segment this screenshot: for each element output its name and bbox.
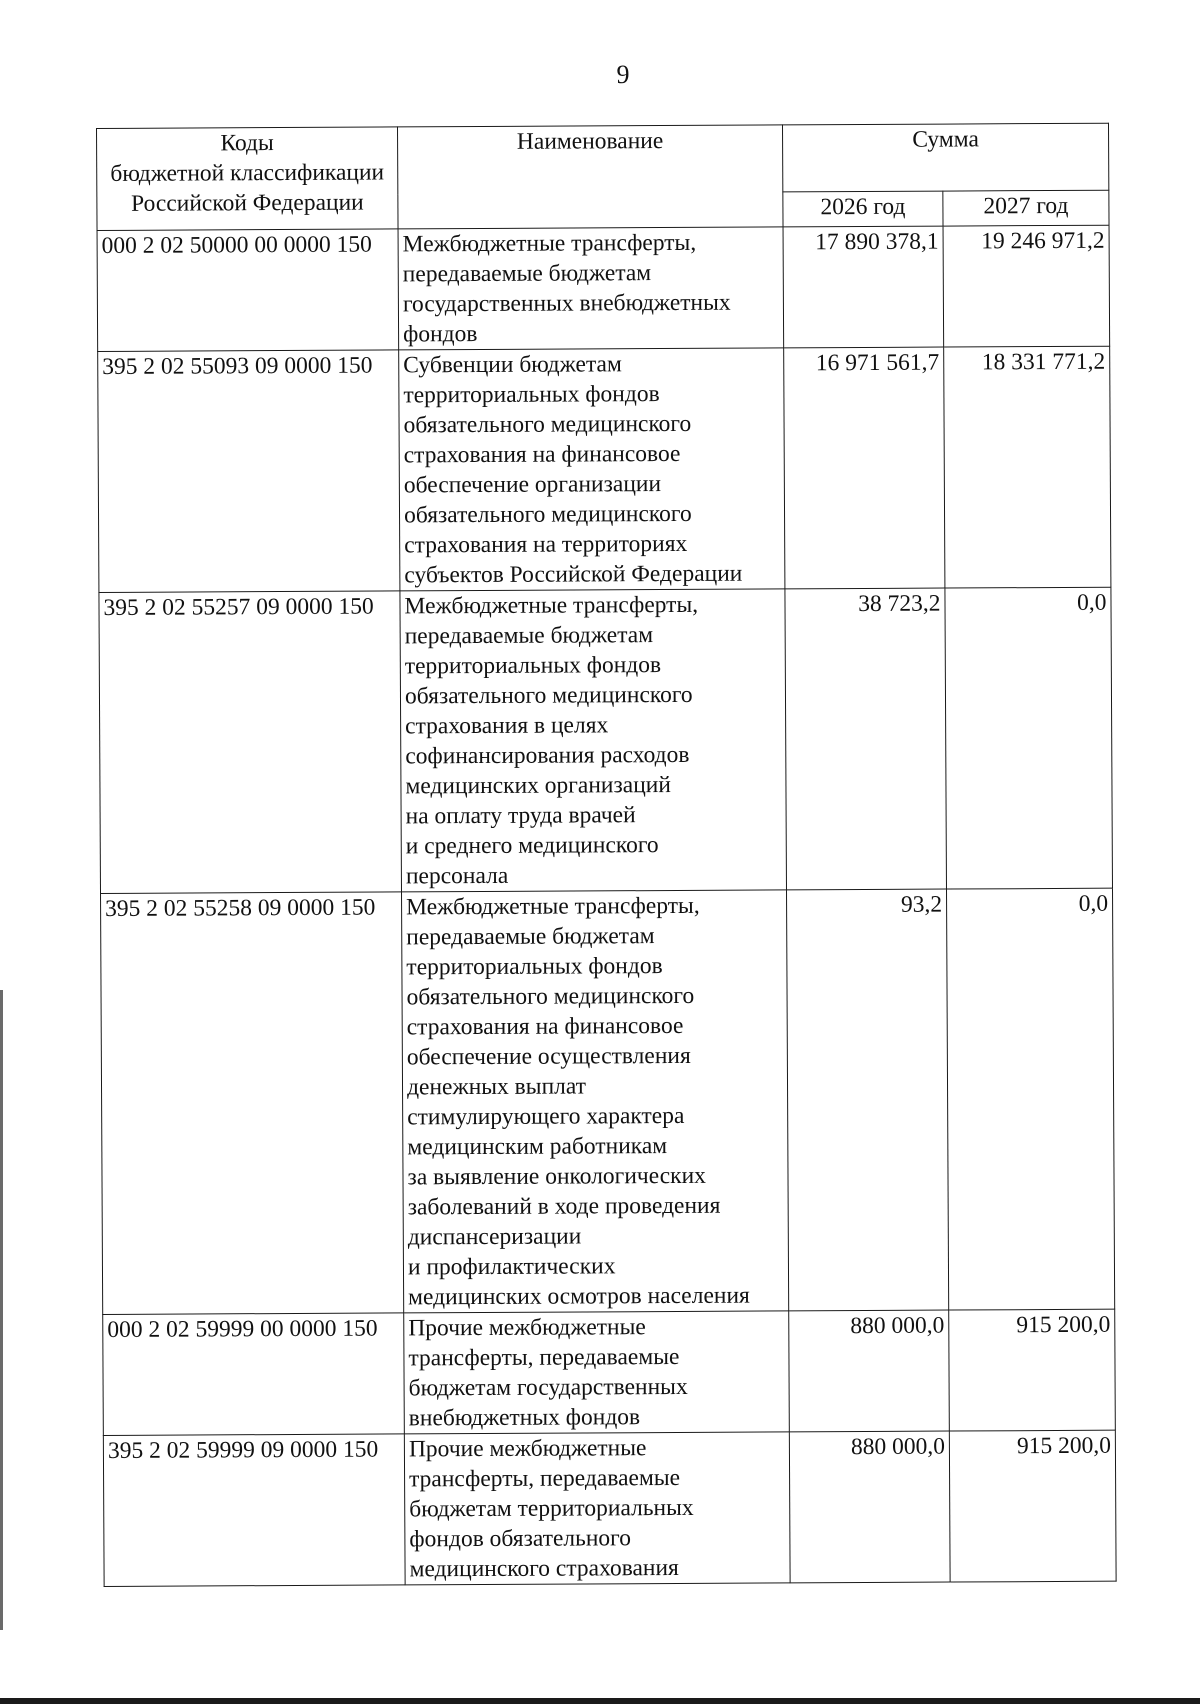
item-name-cell: [398, 227, 784, 350]
item-name-line: стимулирующего характера: [407, 1102, 685, 1131]
item-name-line: Прочие межбюджетные: [408, 1314, 646, 1342]
item-name-line: Межбюджетные трансферты,: [406, 892, 700, 921]
sum-2027-cell: 915 200,0: [949, 1430, 1116, 1582]
budget-code-cell: 395 2 02 55093 09 0000 150: [98, 350, 400, 593]
budget-sheet: [96, 123, 1116, 1587]
item-name-line: государственных внебюджетных: [402, 289, 731, 318]
item-name-line: трансферты, передаваемые: [408, 1343, 680, 1372]
header-year-2026: 2026 год: [783, 191, 943, 227]
sum-2027-cell: 19 246 971,2: [943, 225, 1110, 347]
item-name-line: субъектов Российской Федерации: [404, 560, 743, 589]
item-name-line: и профилактических: [407, 1253, 616, 1281]
header-code: [97, 127, 399, 231]
item-name-line: обеспечение осуществления: [406, 1042, 691, 1071]
item-name-line: страхования на территориях: [404, 530, 688, 559]
item-name-line: передаваемые бюджетам: [402, 260, 652, 288]
item-name-line: внебюджетных фондов: [408, 1404, 641, 1432]
item-name-line: бюджетам территориальных: [409, 1494, 694, 1523]
page-number: 9: [616, 60, 630, 89]
header-year-2027: 2027 год: [943, 190, 1109, 226]
item-name-line: на оплату труда врачей: [405, 802, 636, 830]
item-name-line: фондов: [403, 321, 478, 348]
sum-2026-cell: 17 890 378,1: [783, 226, 944, 348]
table-row: [99, 587, 1113, 893]
header-code-line: бюджетной классификации: [110, 159, 385, 187]
sum-2026-cell: 880 000,0: [789, 1431, 950, 1583]
item-name-line: персонала: [405, 862, 509, 890]
budget-code-cell: 000 2 02 50000 00 0000 150: [97, 229, 399, 352]
item-name-line: софинансирования расходов: [405, 741, 690, 770]
item-name-line: страхования на финансовое: [406, 1012, 684, 1041]
item-name-line: заболеваний в ходе проведения: [407, 1192, 721, 1221]
header-sum: Сумма: [782, 123, 1108, 192]
table-row: [97, 225, 1110, 351]
item-name-cell: [404, 1432, 790, 1585]
item-name-line: бюджетам государственных: [408, 1373, 688, 1402]
item-name-cell: [404, 1311, 790, 1434]
item-name-line: медицинских организаций: [405, 771, 671, 800]
header-row-top: [97, 123, 1109, 195]
budget-code-cell: 395 2 02 55258 09 0000 150: [101, 892, 404, 1315]
table-row: [101, 888, 1115, 1314]
sum-2026-cell: 880 000,0: [789, 1310, 950, 1432]
item-name-line: Межбюджетные трансферты,: [404, 591, 699, 620]
sum-2027-cell: 915 200,0: [949, 1309, 1116, 1431]
item-name-line: Субвенции бюджетам: [403, 351, 622, 379]
sum-2026-cell: 16 971 561,7: [784, 347, 945, 589]
item-name-line: медицинского страхования: [409, 1554, 679, 1583]
sum-2026-cell: 93,2: [786, 889, 948, 1311]
item-name-line: страхования в целях: [405, 712, 609, 740]
budget-code-cell: 395 2 02 59999 09 0000 150: [103, 1434, 405, 1587]
sum-2026-cell: 38 723,2: [785, 588, 947, 890]
sum-2027-cell: 0,0: [945, 587, 1113, 889]
header-code-line: Российской Федерации: [130, 189, 364, 217]
item-name-cell: [402, 890, 789, 1313]
item-name-line: передаваемые бюджетам: [406, 923, 655, 951]
item-name-line: трансферты, передаваемые: [409, 1464, 681, 1493]
budget-code-cell: 000 2 02 59999 00 0000 150: [103, 1313, 405, 1436]
item-name-line: за выявление онкологических: [407, 1162, 706, 1191]
sum-2027-cell: 18 331 771,2: [944, 346, 1111, 588]
table-row: [103, 1309, 1116, 1435]
item-name-line: обязательного медицинского: [403, 410, 692, 439]
item-name-line: и среднего медицинского: [405, 832, 659, 860]
item-name-cell: [400, 589, 787, 892]
budget-code-cell: 395 2 02 55257 09 0000 150: [99, 591, 402, 894]
scan-bottom-edge: [0, 1698, 1200, 1704]
item-name-line: диспансеризации: [407, 1223, 582, 1251]
item-name-line: медицинским работникам: [407, 1133, 668, 1161]
item-name-cell: [399, 348, 785, 591]
item-name-line: территориальных фондов: [403, 381, 660, 409]
item-name-line: Межбюджетные трансферты,: [402, 229, 697, 258]
scan-edge-mark: [0, 990, 3, 1630]
header-name: Наименование: [397, 125, 783, 229]
item-name-line: территориальных фондов: [406, 953, 663, 981]
item-name-line: передаваемые бюджетам: [404, 622, 654, 650]
budget-table: [96, 123, 1117, 1587]
item-name-line: медицинских осмотров населения: [408, 1282, 750, 1311]
sum-2027-cell: 0,0: [946, 888, 1114, 1310]
table-row: [103, 1430, 1116, 1586]
item-name-line: Прочие межбюджетные: [408, 1435, 647, 1463]
table-row: [98, 346, 1111, 592]
item-name-line: обеспечение организации: [403, 471, 662, 499]
item-name-line: фондов обязательного: [409, 1525, 632, 1553]
item-name-line: обязательного медицинского: [404, 681, 693, 710]
item-name-line: страхования на финансовое: [403, 440, 681, 469]
item-name-line: обязательного медицинского: [403, 500, 692, 529]
item-name-line: денежных выплат: [406, 1073, 586, 1101]
item-name-line: территориальных фондов: [404, 652, 662, 680]
item-name-line: обязательного медицинского: [406, 982, 695, 1011]
table-body: [97, 225, 1116, 1586]
header-code-line: Коды: [220, 130, 274, 157]
